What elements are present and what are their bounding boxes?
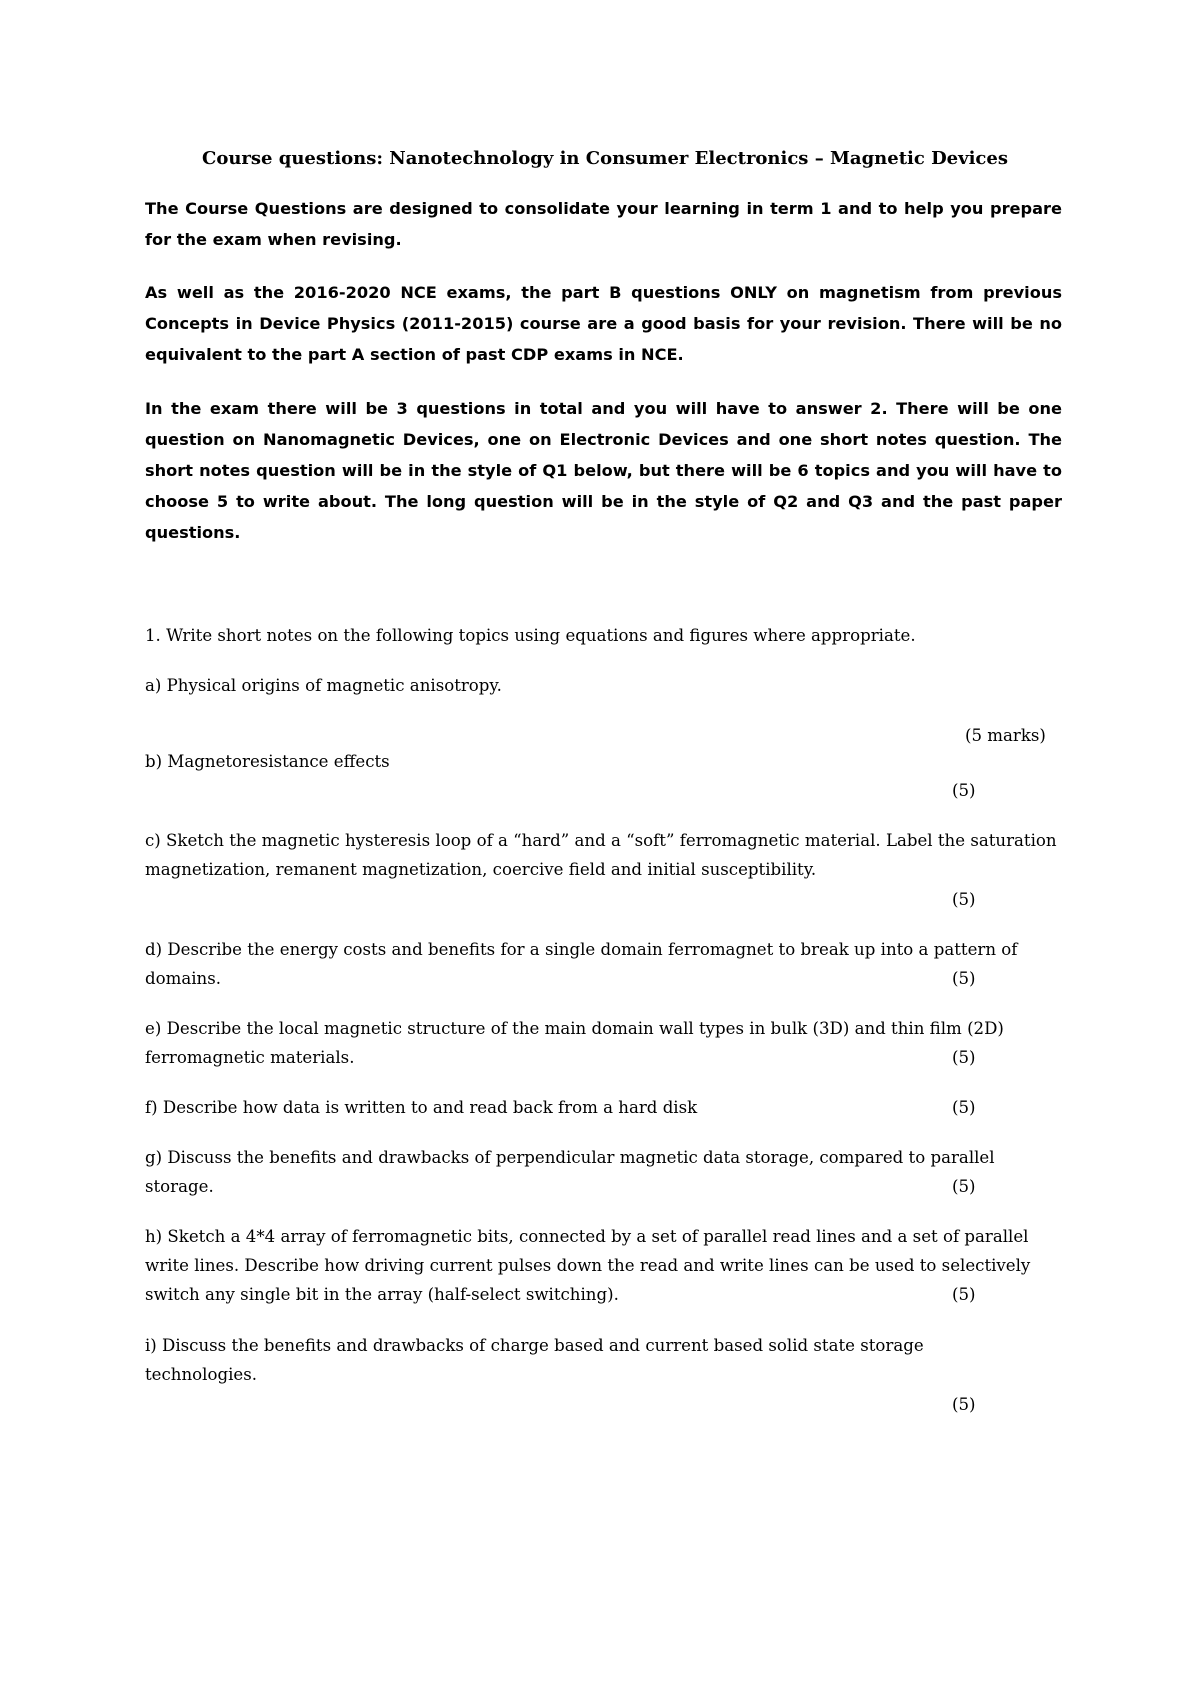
question-part-c: c) Sketch the magnetic hysteresis loop of a “hard” and a “soft” ferromagnetic material. Label the saturation magnetization, remanent magnetization, coercive field and initial susceptibility. [145, 831, 1057, 879]
marks-label: (5) [952, 890, 976, 909]
marks-label: (5) [952, 969, 976, 988]
intro-paragraph: In the exam there will be 3 questions in total and you will have to answer 2. There will be one question on Nanomagnetic Devices, one on Electronic Devices and one short notes question. The short notes question will be in the style of Q1 below, but there will be 6 topics and you will have to choose 5 to write about. The long question will be in the style of Q2 and Q3 and the past paper questions. [145, 399, 1062, 542]
question-part-e: e) Describe the local magnetic structure of the main domain wall types in bulk (3D) and thin film (2D) ferromagnetic materials. [145, 1019, 1004, 1067]
marks-label: (5 marks) [965, 726, 1046, 745]
question-part-d: d) Describe the energy costs and benefits for a single domain ferromagnet to break up into a pattern of domains. [145, 940, 1018, 988]
intro-paragraph: As well as the 2016-2020 NCE exams, the part B questions ONLY on magnetism from previous Concepts in Device Physics (2011-2015) course are a good basis for your revision. There will be no equivalent to the part A section of past CDP exams in NCE. [145, 283, 1062, 364]
marks-label: (5) [952, 1048, 976, 1067]
intro-paragraph: The Course Questions are designed to consolidate your learning in term 1 and to help you prepare for the exam when revising. [145, 199, 1062, 249]
marks-label: (5) [952, 1395, 976, 1414]
marks-label: (5) [952, 1098, 976, 1117]
marks-label: (5) [952, 781, 976, 800]
question-part-f: f) Describe how data is written to and read back from a hard disk [145, 1098, 698, 1117]
page-title: Course questions: Nanotechnology in Consumer Electronics – Magnetic Devices [202, 148, 1008, 169]
question-part-b: b) Magnetoresistance effects [145, 752, 390, 771]
question-part-i: i) Discuss the benefits and drawbacks of charge based and current based solid state storage technologies. [145, 1336, 924, 1384]
question-part-h: h) Sketch a 4*4 array of ferromagnetic bits, connected by a set of parallel read lines and a set of parallel write lines. Describe how driving current pulses down the read and write lines can be used to selectively switch any single bit in the array (half-select switching). [145, 1227, 1031, 1304]
marks-label: (5) [952, 1285, 976, 1304]
marks-label: (5) [952, 1177, 976, 1196]
question-part-g: g) Discuss the benefits and drawbacks of perpendicular magnetic data storage, compared to parallel storage. [145, 1148, 995, 1196]
question-part-a: a) Physical origins of magnetic anisotropy. [145, 676, 502, 695]
question-1-prompt: 1. Write short notes on the following topics using equations and figures where appropriate. [145, 626, 916, 645]
